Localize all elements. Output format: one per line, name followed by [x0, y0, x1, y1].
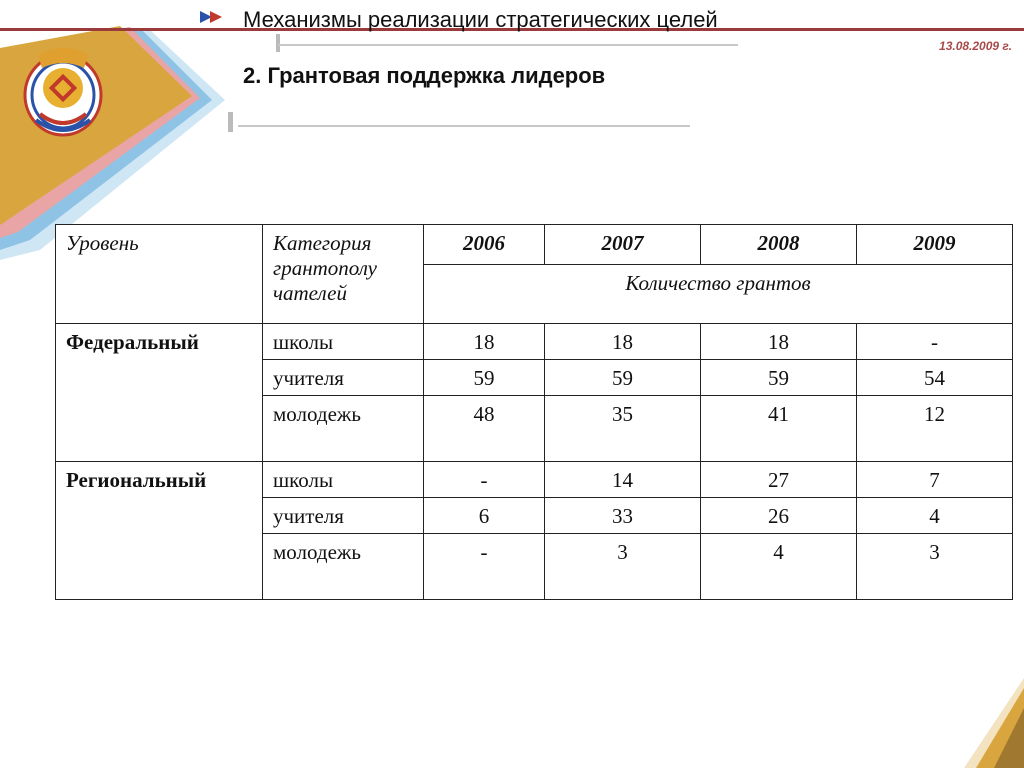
table-header-row	[56, 225, 1013, 265]
category-cell: учителя	[263, 360, 424, 396]
divider-tick	[228, 112, 233, 132]
double-arrow-icon	[200, 10, 228, 24]
value-cell: 54	[857, 360, 1013, 396]
header-category: Категория грантополу чателей	[263, 225, 424, 324]
value-cell: 48	[424, 396, 545, 462]
header-level: Уровень	[56, 225, 263, 324]
header-title: Механизмы реализации стратегических целей	[243, 7, 718, 32]
category-cell: молодежь	[263, 534, 424, 600]
value-cell: 3	[857, 534, 1013, 600]
grants-table	[55, 224, 1013, 600]
divider-line	[278, 44, 738, 46]
value-cell: 12	[857, 396, 1013, 462]
table-row	[56, 324, 1013, 360]
table-row	[56, 462, 1013, 498]
level-label: Региональный	[56, 462, 263, 600]
category-cell: школы	[263, 324, 424, 360]
value-cell: 6	[424, 498, 545, 534]
level-label: Федеральный	[56, 324, 263, 462]
category-cell: школы	[263, 462, 424, 498]
value-cell: 26	[701, 498, 857, 534]
value-cell: -	[857, 324, 1013, 360]
value-cell: -	[424, 462, 545, 498]
date-label: 13.08.2009 г.	[939, 39, 1012, 53]
divider-tick	[276, 34, 280, 52]
subheader-grants-count: Количество грантов	[424, 265, 1013, 324]
value-cell: 4	[857, 498, 1013, 534]
value-cell: 41	[701, 396, 857, 462]
value-cell: 59	[424, 360, 545, 396]
value-cell: 59	[701, 360, 857, 396]
value-cell: 18	[545, 324, 701, 360]
category-cell: учителя	[263, 498, 424, 534]
value-cell: 18	[701, 324, 857, 360]
value-cell: 27	[701, 462, 857, 498]
page-subtitle: 2. Грантовая поддержка лидеров	[243, 63, 606, 88]
value-cell: -	[424, 534, 545, 600]
value-cell: 35	[545, 396, 701, 462]
header-year: 2008	[701, 225, 857, 265]
value-cell: 18	[424, 324, 545, 360]
divider-line	[238, 125, 690, 127]
value-cell: 59	[545, 360, 701, 396]
header-year: 2006	[424, 225, 545, 265]
header-year: 2009	[857, 225, 1013, 265]
value-cell: 4	[701, 534, 857, 600]
header-year: 2007	[545, 225, 701, 265]
value-cell: 3	[545, 534, 701, 600]
value-cell: 33	[545, 498, 701, 534]
value-cell: 7	[857, 462, 1013, 498]
category-cell: молодежь	[263, 396, 424, 462]
value-cell: 14	[545, 462, 701, 498]
corner-decoration	[964, 678, 1024, 768]
coat-of-arms-emblem	[18, 40, 108, 140]
